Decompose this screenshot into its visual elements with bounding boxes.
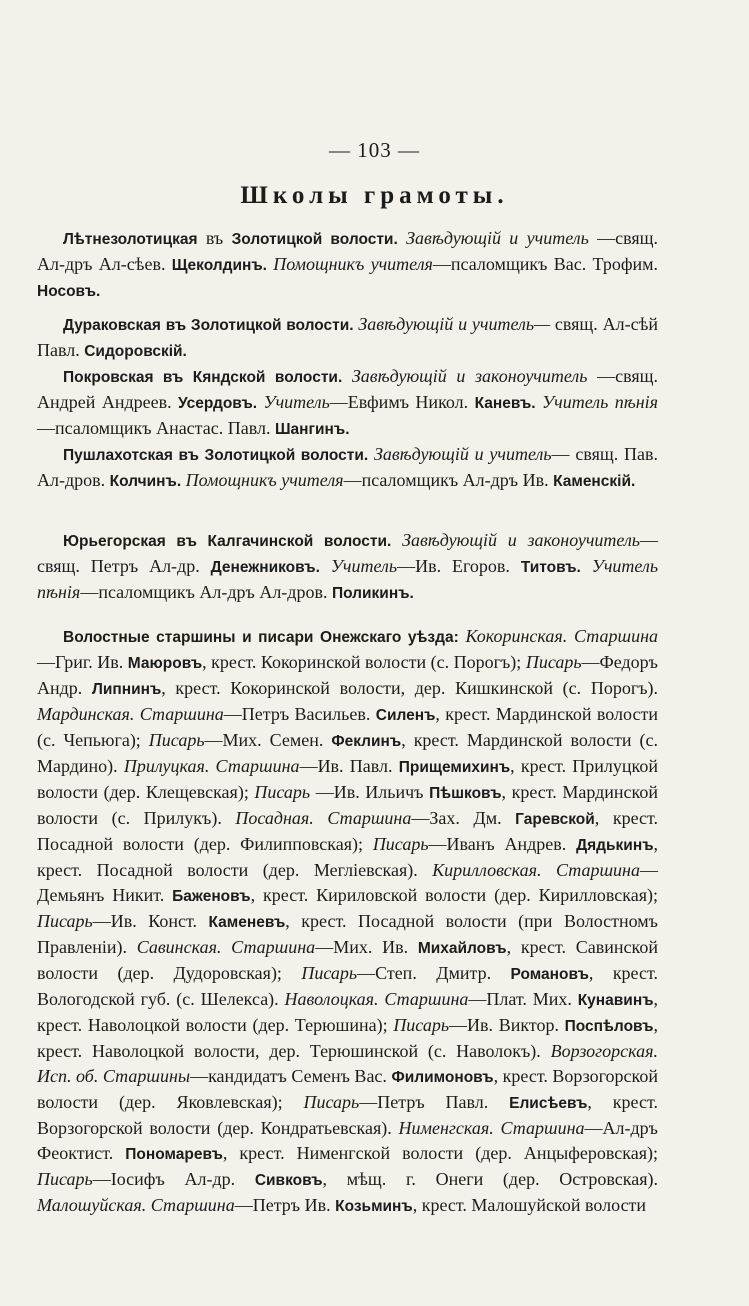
- bold-text: Романовъ: [510, 966, 589, 983]
- body-text: [391, 530, 402, 550]
- italic-text: Наволоцкая. Старшина: [284, 989, 469, 1009]
- italic-text: Мардинская. Старшина: [37, 704, 224, 724]
- body-text: —Иванъ Андрев.: [428, 834, 577, 854]
- body-text: —Плат. Мих.: [468, 989, 578, 1009]
- body-text: , крест. Кокоринской волости (с. Порогъ);: [202, 652, 526, 672]
- italic-text: Кирилловская. Старшина: [432, 860, 640, 880]
- body-text: , крест. Мардинской волости (с. Чепьюга);: [37, 704, 658, 750]
- italic-text: Писарь: [301, 963, 358, 983]
- body-text: , крест. Ворзогорской волости (дер. Яковлевская);: [37, 1066, 658, 1112]
- italic-text: Писарь: [525, 652, 582, 672]
- body-text: —Ив. Павл.: [299, 756, 399, 776]
- page-number: — 103 —: [329, 138, 420, 162]
- section-title: Школы грамоты.: [240, 182, 509, 209]
- body-text: , крест. Мардинской волости (с. Мардино).: [37, 730, 658, 776]
- body-text: [459, 626, 466, 646]
- bold-text: Лѣтнезолотицкая: [63, 231, 198, 248]
- body-text: —свящ. Ал-дръ Ал-сѣев.: [37, 228, 659, 274]
- bold-text: Каменевъ: [208, 914, 286, 931]
- body-text: , крест. Ворзогорской волости (дер. Кондратьевская).: [37, 1092, 658, 1138]
- body-text: —Петръ Павл.: [359, 1092, 510, 1112]
- italic-text: Прилуцкая. Старшина: [123, 756, 300, 776]
- body-text: —Федоръ Андр.: [37, 652, 658, 698]
- bold-text: Прищемихинъ: [398, 759, 511, 776]
- bold-text: Пѣшковъ: [429, 785, 502, 802]
- italic-text: Писарь: [254, 782, 311, 802]
- school-entry: [37, 528, 658, 606]
- bold-text: Щеколдинъ.: [171, 257, 267, 274]
- body-text: —Петръ Ив.: [234, 1195, 336, 1215]
- italic-text: Писарь: [372, 834, 429, 854]
- body-text: —Ив. Виктор.: [449, 1015, 565, 1035]
- bold-text: Денежниковъ.: [210, 559, 320, 576]
- italic-text: Завѣдующій и учитель: [373, 444, 552, 464]
- body-text: —Петръ Васильев.: [223, 704, 376, 724]
- bold-text: Каневъ.: [474, 395, 536, 412]
- body-text: , крест. Мардинской волости (с. Прилукъ).: [37, 782, 658, 828]
- body-text: —псаломщикъ Ал-дръ Ал-дров.: [80, 582, 332, 602]
- body-text: —Ив. Ильичъ: [310, 782, 430, 802]
- volost-officials-paragraph: [37, 624, 658, 1219]
- body-text: [398, 228, 406, 248]
- body-text: —Мих. Ив.: [315, 937, 418, 957]
- italic-text: Учитель пѣнія: [37, 556, 659, 602]
- body-text: —Зах. Дм.: [411, 808, 516, 828]
- italic-text: Савинская. Старшина: [136, 937, 316, 957]
- italic-text: Учитель: [330, 556, 398, 576]
- body-text: , крест. Наволоцкой волости, дер. Терюшинской (с. Наволокъ).: [37, 1015, 658, 1061]
- body-text: —псаломщикъ Ал-дръ Ив.: [343, 470, 554, 490]
- bold-text: Михайловъ: [417, 940, 507, 957]
- bold-text: Филимоновъ: [391, 1069, 494, 1086]
- body-text: [342, 366, 352, 386]
- body-text: —псаломщикъ Вас. Трофим.: [432, 254, 659, 274]
- body-text: —Ив. Егоров.: [397, 556, 521, 576]
- italic-text: Писарь: [37, 1169, 93, 1189]
- body-text: —свящ. Андрей Андреев.: [37, 366, 658, 412]
- bold-text: Дядькинъ: [576, 837, 654, 854]
- body-text: [320, 556, 331, 576]
- body-text: [581, 556, 592, 576]
- bold-text: Носовъ.: [37, 283, 101, 300]
- bold-text: Пушлахотская въ Золотицкой волости.: [63, 447, 369, 464]
- bold-text: Силенъ: [375, 707, 436, 724]
- italic-text: Писарь: [37, 911, 93, 931]
- body-text: , крест. Посадной волости (дер. Филипповская);: [37, 808, 659, 854]
- bold-text: въ Золотицкой волости.: [165, 317, 354, 334]
- italic-text: Учитель пѣнія: [542, 392, 658, 412]
- italic-text: Помощникъ учителя: [185, 470, 344, 490]
- school-entry: [37, 312, 658, 364]
- italic-text: Учитель: [263, 392, 330, 412]
- body-text: , крест. Посадной волости (при Волостномъ Правленіи).: [37, 911, 658, 957]
- body-text: —кандидатъ Семенъ Вас.: [190, 1066, 392, 1086]
- bold-text: Поспѣловъ: [564, 1018, 654, 1035]
- bold-text: Колчинъ.: [109, 473, 182, 490]
- italic-text: Завѣдующій и законоучитель: [351, 366, 588, 386]
- italic-text: Писарь: [393, 1015, 450, 1035]
- body-text: —Евфимъ Никол.: [329, 392, 475, 412]
- school-entry: [37, 226, 658, 304]
- italic-text: Писарь: [303, 1092, 360, 1112]
- bold-text: Каменскій.: [553, 473, 636, 490]
- body-text: , мѣщ. г. Онеги (дер. Островская).: [322, 1169, 658, 1189]
- bold-text: Волостные старшины и писари Онежскаго уѣзда:: [63, 629, 459, 646]
- body-text: —Григ. Ив.: [37, 652, 128, 672]
- bold-text: Усердовъ.: [178, 395, 258, 412]
- school-entry: [37, 442, 658, 494]
- bold-text: Баженовъ: [172, 888, 251, 905]
- body-text: , крест. Наволоцкой волости (дер. Терюшина);: [37, 989, 659, 1035]
- bold-text: Гаревской: [515, 811, 595, 828]
- bold-text: Липнинъ: [91, 681, 162, 698]
- bold-text: Поликинъ.: [331, 585, 414, 602]
- body-text: —Іосифъ Ал-др.: [92, 1169, 255, 1189]
- body-text: , крест. Кокоринской волости, дер. Кишкинской (с. Порогъ).: [161, 678, 658, 698]
- italic-text: Посадная. Старшина: [235, 808, 412, 828]
- body-text: въ: [197, 228, 232, 248]
- body-text: —псаломщикъ Анастас. Павл.: [37, 418, 275, 438]
- body-text: , крест. Кириловской волости (дер. Кирилловская);: [250, 885, 658, 905]
- italic-text: Малошуйская. Старшина: [37, 1195, 235, 1215]
- body-text: —свящ. Петръ Ал-др.: [37, 530, 659, 576]
- body-text: —Демьянъ Никит.: [37, 860, 658, 905]
- bold-text: Шангинъ.: [274, 421, 350, 438]
- italic-text: Писарь: [148, 730, 205, 750]
- bold-text: Пономаревъ: [125, 1146, 223, 1163]
- bold-text: Титовъ.: [520, 559, 581, 576]
- body-text: , крест. Посадной волости (дер. Мегліевская).: [37, 834, 658, 880]
- bold-text: Юрьегорская въ Калгачинской волости.: [63, 533, 392, 550]
- italic-text: Завѣдующій и законоучитель: [402, 530, 641, 550]
- bold-text: Козьминъ: [335, 1198, 413, 1215]
- body-text: —Ив. Конст.: [92, 911, 209, 931]
- body-text: , крест. Вологодской губ. (с. Шелекса).: [37, 963, 658, 1009]
- body-text: —Ал-дръ Феоктист.: [37, 1118, 658, 1163]
- italic-text: Завѣдующій и учитель—: [358, 314, 551, 334]
- bold-text: Сидоровскій.: [84, 343, 187, 360]
- bold-text: Елисѣевъ: [509, 1095, 588, 1112]
- bold-text: Дураковская: [63, 317, 161, 334]
- school-entry: [37, 364, 658, 442]
- bold-text: Феклинъ: [331, 733, 402, 750]
- bold-text: Покровская въ Кяндской волости.: [63, 369, 343, 386]
- italic-text: Завѣдующій и учитель: [406, 228, 589, 248]
- body-text: —Мих. Семен.: [204, 730, 332, 750]
- bold-text: Маюровъ: [127, 655, 203, 672]
- body-text: —Степ. Дмитр.: [357, 963, 511, 983]
- italic-text: Ворзогорская. Исп. об. Старшины: [37, 1041, 658, 1086]
- body-text: , крест. Савинской волости (дер. Дудоровская);: [37, 937, 658, 983]
- italic-text: Кокоринская. Старшина: [465, 626, 659, 646]
- body-text: , крест. Малошуйской волости: [412, 1195, 647, 1215]
- bold-text: Сивковъ: [254, 1172, 323, 1189]
- body-text: — свящ. Пав. Ал-дров.: [37, 444, 658, 490]
- bold-text: Золотицкой волости.: [231, 231, 398, 248]
- italic-text: Помощникъ учителя: [273, 254, 433, 274]
- body-text: , крест. Нименгской волости (дер. Анцыферовская);: [222, 1143, 659, 1163]
- body-text: свящ. Ал-сѣй Павл.: [37, 314, 658, 360]
- italic-text: Нименгская. Старшина: [398, 1118, 585, 1138]
- body-text: , крест. Прилуцкой волости (дер. Клещевская);: [37, 756, 658, 802]
- bold-text: Кунавинъ: [577, 992, 654, 1009]
